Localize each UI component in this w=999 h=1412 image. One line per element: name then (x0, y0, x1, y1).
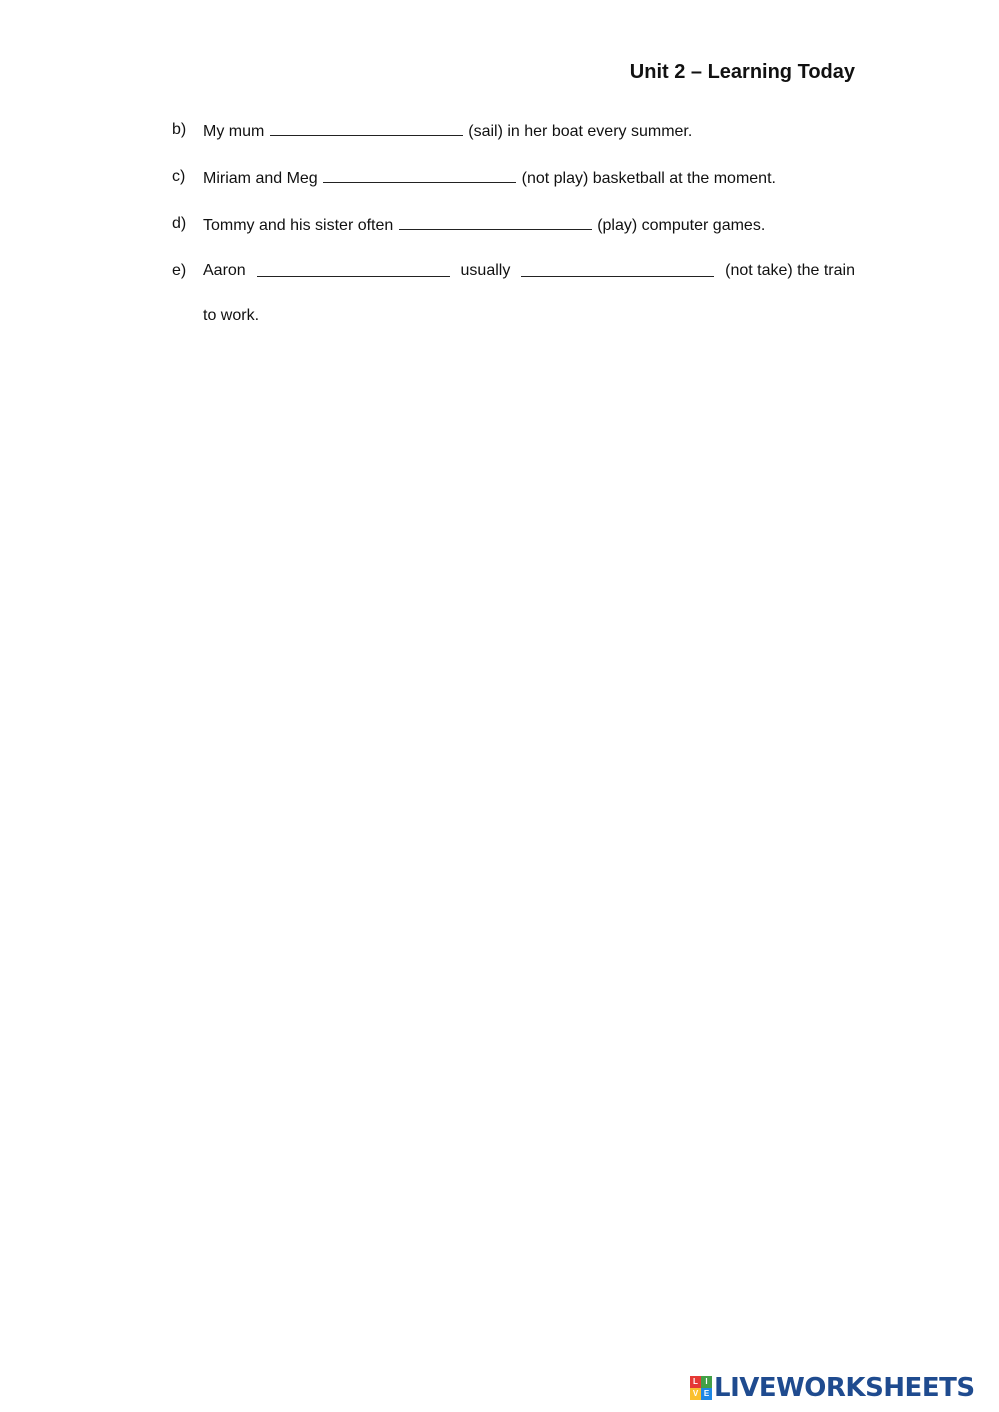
answer-blank[interactable] (257, 260, 450, 277)
item-letter: e) (172, 262, 187, 279)
sentence-start: Miriam and Meg (203, 170, 318, 187)
sentence-middle: usually (460, 262, 511, 279)
sentence-continuation: to work. (203, 307, 260, 324)
exercise-item-d (172, 213, 855, 237)
item-letter: d) (172, 215, 187, 232)
item-letter: b) (172, 121, 187, 138)
answer-blank[interactable] (270, 119, 463, 136)
item-letter: c) (172, 168, 186, 185)
logo-text: LIVEWORKSHEETS (714, 1373, 975, 1403)
answer-blank[interactable] (521, 260, 714, 277)
sentence-start: Tommy and his sister often (203, 217, 394, 234)
answer-blank[interactable] (399, 213, 592, 230)
sentence-end: (play) computer games. (597, 217, 766, 234)
answer-blank[interactable] (323, 166, 516, 183)
exercise-item-e (172, 260, 855, 327)
sentence-end: (not take) the train (725, 262, 855, 279)
liveworksheets-logo (690, 1373, 975, 1403)
sentence-start: My mum (203, 123, 265, 140)
sentence-start: Aaron (203, 262, 246, 279)
exercise-item-c (172, 166, 855, 190)
exercise-item-b (172, 119, 855, 143)
page-title: Unit 2 – Learning Today (629, 61, 855, 83)
sentence-end: (not play) basketball at the moment. (521, 170, 776, 187)
exercise-list (172, 119, 855, 350)
logo-mark-icon: L I V E (690, 1376, 712, 1400)
sentence-end: (sail) in her boat every summer. (468, 123, 693, 140)
